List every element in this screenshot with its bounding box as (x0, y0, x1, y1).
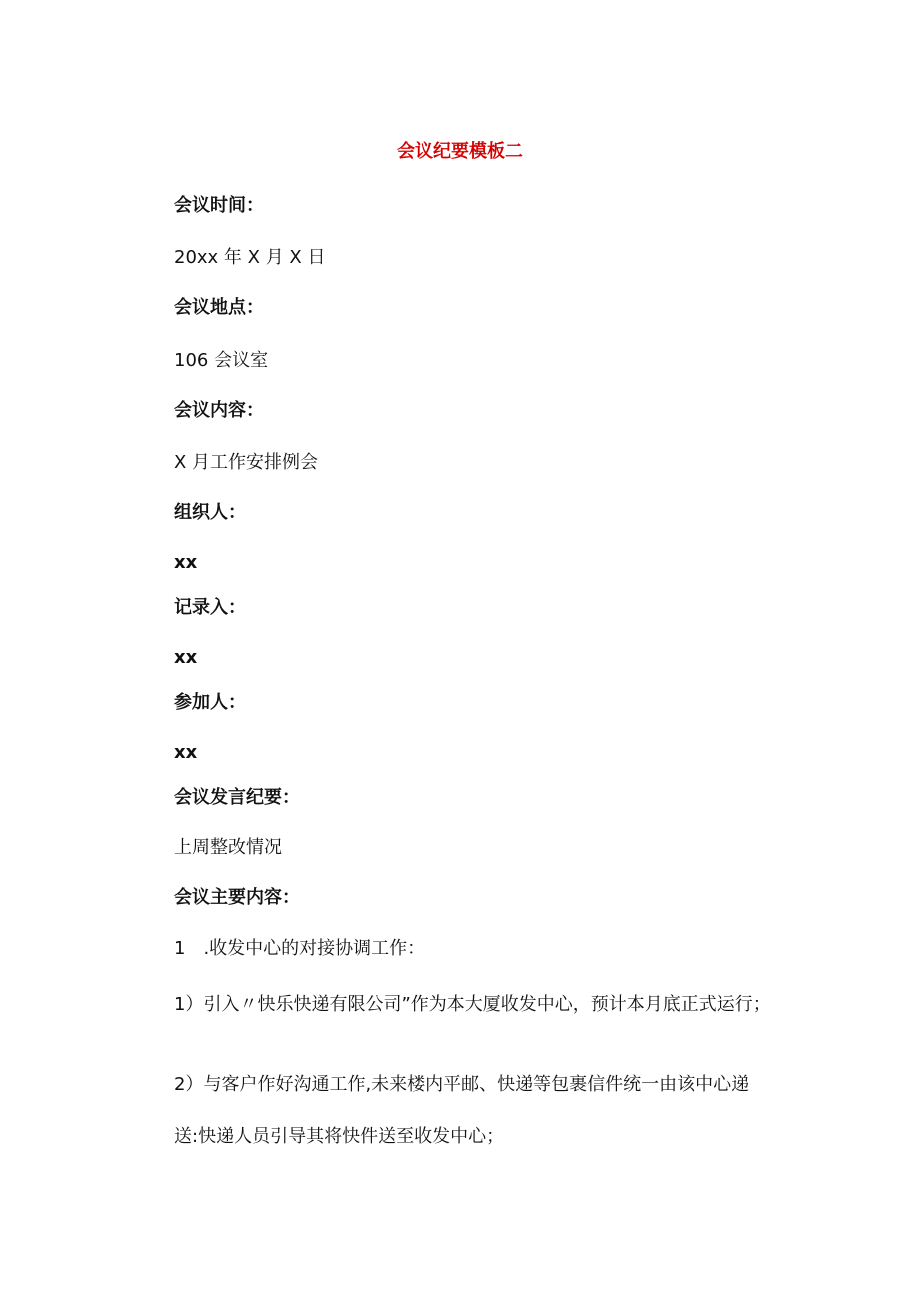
field-label-participants: 参加人： (174, 692, 246, 713)
field-value-meeting-location: 106 会议室 (174, 350, 269, 371)
field-label-speech-summary: 会议发言纪要： (174, 787, 300, 808)
field-label-meeting-time: 会议时间： (174, 195, 264, 216)
field-label-meeting-content: 会议内容： (174, 400, 264, 421)
sub-item-2-line-1: 2）与客户作好沟通工作,未来楼内平邮、快递等包裹信件统一由该中心递 (174, 1074, 750, 1095)
field-value-meeting-content: X 月工作安排例会 (174, 452, 319, 473)
field-value-organizer: xx (174, 552, 198, 573)
main-content-label: 会议主要内容： (174, 887, 300, 908)
sub-item-1: 1）引入〃快乐快递有限公司”作为本大厦收发中心，预计本月底正式运行； (174, 994, 771, 1015)
document-title: 会议纪要模板二 (397, 141, 523, 162)
field-value-speech-summary: 上周整改情况 (174, 837, 282, 858)
field-value-meeting-time: 20xx 年 X 月 X 日 (174, 247, 326, 268)
list-item-1: 1 .收发中心的对接协调工作： (174, 938, 426, 959)
field-label-meeting-location: 会议地点： (174, 297, 264, 318)
field-value-participants: xx (174, 742, 198, 763)
field-value-recorder: xx (174, 647, 198, 668)
field-label-recorder: 记录入： (174, 597, 246, 618)
sub-item-2-line-2: 送:快递人员引导其将快件送至收发中心； (174, 1126, 505, 1147)
field-label-organizer: 组织人： (174, 502, 246, 523)
